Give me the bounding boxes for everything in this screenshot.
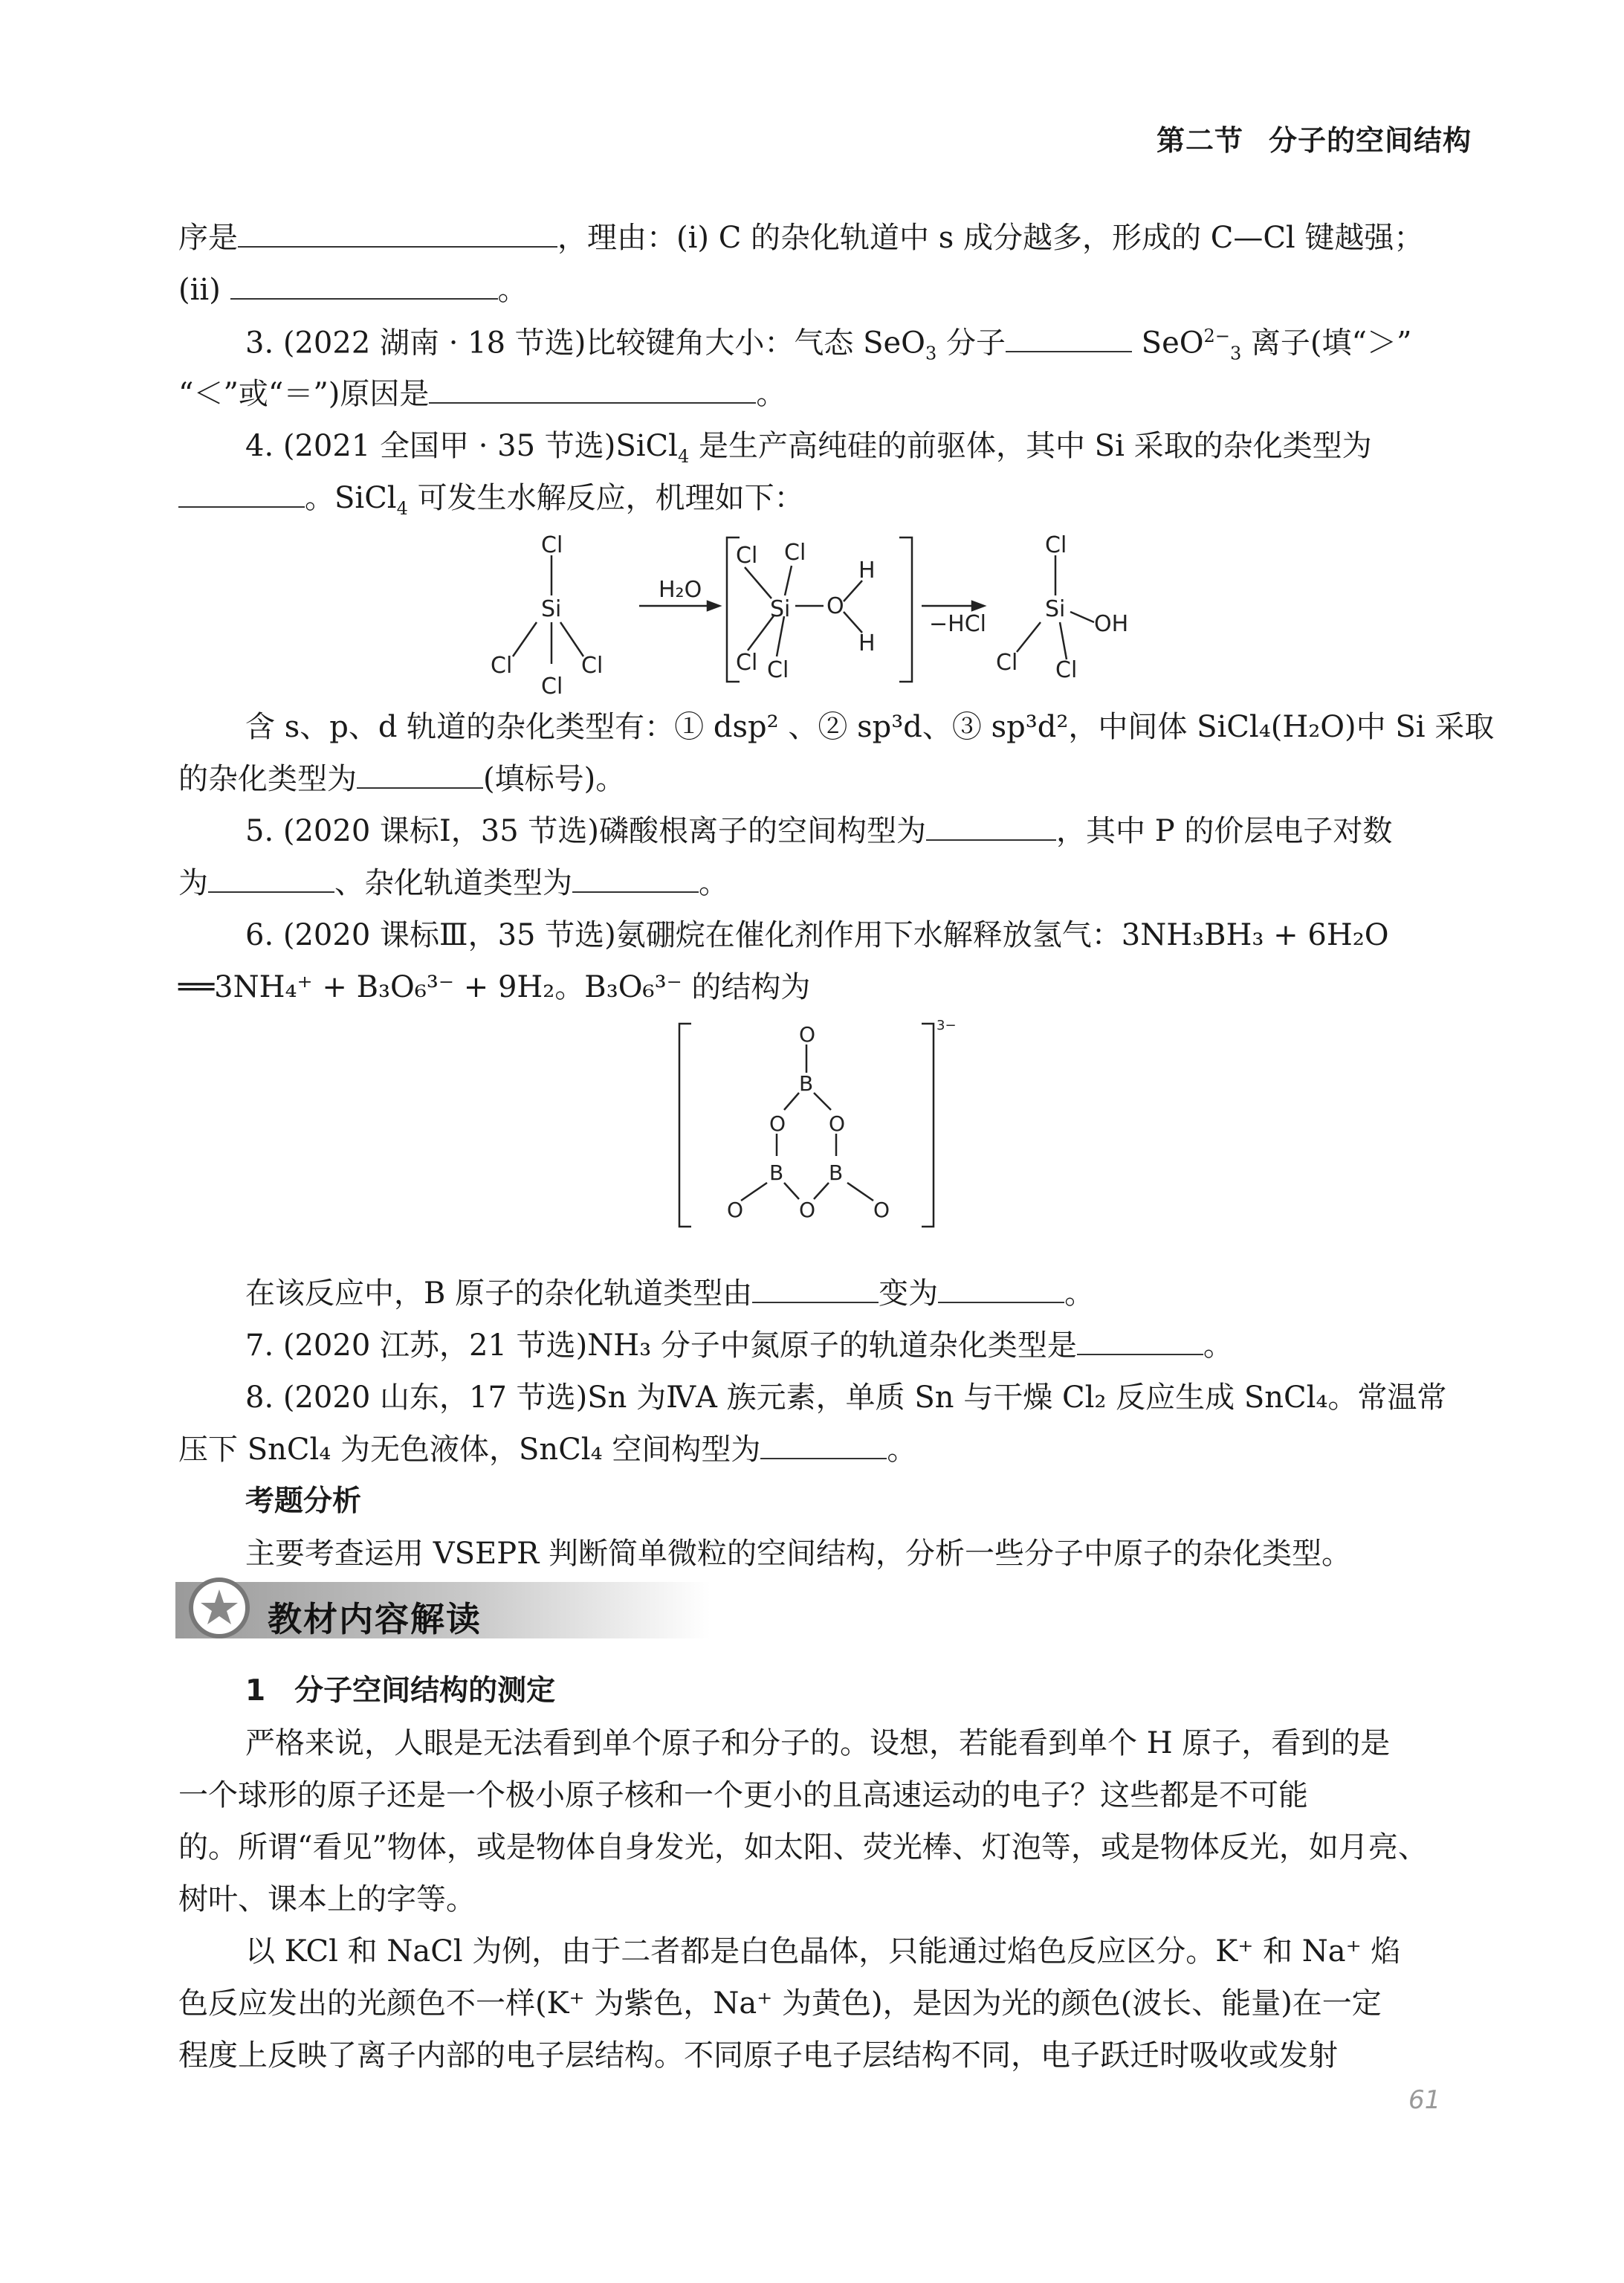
answer-blank[interactable] [1077, 1331, 1203, 1355]
atom-h: H [858, 558, 876, 584]
header-title: 分子的空间结构 [1268, 124, 1472, 157]
paragraph-line: 色反应发出的光颜色不一样(K⁺ 为紫色，Na⁺ 为黄色)，是因为光的颜色(波长、能量)在一定 [178, 1986, 1382, 2021]
q4-line3: 含 s、p、d 轨道的杂化类型有：① dsp² 、② sp³d、③ sp³d²，中间体 SiCl₄(H₂O)中 Si 采取 [245, 710, 1495, 744]
atom-b: B [769, 1160, 784, 1185]
analysis-title: 考题分析 [245, 1485, 362, 1518]
star-icon [186, 1575, 253, 1641]
q4-line4: 的杂化类型为 (填标号)。 [178, 762, 626, 796]
paragraph-line: 以 KCl 和 NaCl 为例，由于二者都是白色晶体，只能通过焰色反应区分。K⁺ 和 Na⁺ 焰 [245, 1934, 1401, 1969]
atom-cl: Cl [1045, 532, 1067, 558]
byproduct-hcl: −HCl [929, 611, 986, 637]
atom-h: H [858, 630, 876, 656]
atom-si: Si [770, 596, 791, 622]
paragraph-line: 严格来说，人眼是无法看到单个原子和分子的。设想，若能看到单个 H 原子，看到的是 [245, 1726, 1391, 1760]
atom-si: Si [541, 596, 562, 622]
atom-cl: Cl [996, 650, 1018, 676]
reagent-h2o: H₂O [659, 577, 702, 603]
answer-blank[interactable] [572, 869, 699, 893]
atom-cl: Cl [541, 532, 563, 558]
atom-o: O [873, 1198, 890, 1222]
q6-line2: ══3NH₄⁺ + B₃O₆³⁻ + 9H₂。B₃O₆³⁻ 的结构为 [178, 970, 811, 1004]
answer-blank[interactable] [208, 869, 334, 893]
q8-line1: 8. (2020 山东，17 节选)Sn 为ⅣA 族元素，单质 Sn 与干燥 Cl₂ 反应生成 SnCl₄。常温常 [245, 1381, 1447, 1415]
paragraph-line: 的。所谓“看见”物体，或是物体自身发光，如太阳、荧光棒、灯泡等，或是物体反光，如月亮、 [178, 1830, 1428, 1864]
atom-cl: Cl [491, 653, 513, 679]
atom-cl: Cl [736, 543, 758, 569]
ion-charge: 3− [936, 1018, 957, 1033]
atom-cl: Cl [541, 674, 563, 699]
atom-cl: Cl [736, 650, 758, 676]
atom-b: B [799, 1071, 814, 1096]
sicl4-hydrolysis-diagram [483, 524, 1167, 699]
answer-blank[interactable] [752, 1279, 879, 1303]
atom-cl: Cl [784, 540, 806, 566]
section-1-title: 1 分子空间结构的测定 [245, 1674, 556, 1708]
atom-o: O [727, 1198, 744, 1222]
group-oh: OH [1094, 611, 1129, 637]
q3-line1: 3. (2022 湖南 · 18 节选)比较键角大小：气态 SeO$_3$ 分子 SeO$^{2-}_3$ 离子(填“＞” [245, 326, 1412, 364]
q2-line2: (ii) 。 [178, 273, 528, 307]
paragraph-line: 程度上反映了离子内部的电子层结构。不同原子电子层结构不同，电子跃迁时吸收或发射 [178, 2038, 1338, 2073]
paragraph-line: 树叶、课本上的字等。 [178, 1882, 476, 1917]
atom-o: O [826, 593, 844, 619]
q6-line3: 在该反应中，B 原子的杂化轨道类型由 变为 。 [245, 1276, 1095, 1311]
running-header [1156, 117, 1472, 158]
atom-cl: Cl [1055, 657, 1078, 683]
answer-blank[interactable] [1006, 329, 1132, 352]
atom-si: Si [1045, 596, 1066, 622]
atom-o: O [799, 1198, 816, 1222]
banner-title: 教材内容解读 [268, 1599, 482, 1639]
paragraph-line: 一个球形的原子还是一个极小原子核和一个更小的且高速运动的电子？这些都是不可能 [178, 1778, 1308, 1812]
atom-b: B [829, 1160, 844, 1185]
answer-blank[interactable] [230, 276, 498, 300]
answer-blank[interactable] [938, 1279, 1064, 1303]
atom-o: O [829, 1111, 846, 1136]
q3-line2: “＜”或“＝”)原因是 。 [178, 377, 786, 411]
answer-blank[interactable] [238, 224, 557, 248]
answer-blank[interactable] [760, 1436, 887, 1459]
atom-cl: Cl [767, 657, 789, 683]
answer-blank[interactable] [429, 380, 756, 404]
answer-blank[interactable] [926, 817, 1056, 841]
q8-line2: 压下 SnCl₄ 为无色液体，SnCl₄ 空间构型为 。 [178, 1433, 917, 1467]
answer-blank[interactable] [357, 765, 483, 789]
q7-line: 7. (2020 江苏，21 节选)NH₃ 分子中氮原子的轨道杂化类型是 。 [245, 1328, 1233, 1363]
page-number: 61 [1408, 2085, 1441, 2115]
q5-line1: 5. (2020 课标Ⅰ，35 节选)磷酸根离子的空间构型为 ，其中 P 的价层电子对数 [245, 814, 1393, 848]
analysis-text: 主要考查运用 VSEPR 判断简单微粒的空间结构，分析一些分子中原子的杂化类型。 [245, 1537, 1351, 1571]
q6-line1: 6. (2020 课标Ⅲ，35 节选)氨硼烷在催化剂作用下水解释放氢气：3NH₃BH₃ + 6H₂O [245, 918, 1389, 952]
q4-line2: 。SiCl$_4$ 可发生水解反应，机理如下： [178, 483, 804, 517]
q2-line1: 序是 ，理由：(i) C 的杂化轨道中 s 成分越多，形成的 C—Cl 键越强； [178, 221, 1424, 255]
answer-blank[interactable] [178, 484, 305, 508]
b3o6-structure-diagram [669, 1015, 996, 1238]
atom-o: O [799, 1022, 816, 1047]
q4-line1: 4. (2021 全国甲 · 35 节选)SiCl$_4$ 是生产高纯硅的前驱体，其中 Si 采取的杂化类型为 [245, 429, 1372, 467]
atom-cl: Cl [581, 653, 604, 679]
q5-line2: 为 、杂化轨道类型为 。 [178, 866, 728, 900]
atom-o: O [769, 1111, 786, 1136]
header-section: 第二节 [1156, 124, 1243, 157]
